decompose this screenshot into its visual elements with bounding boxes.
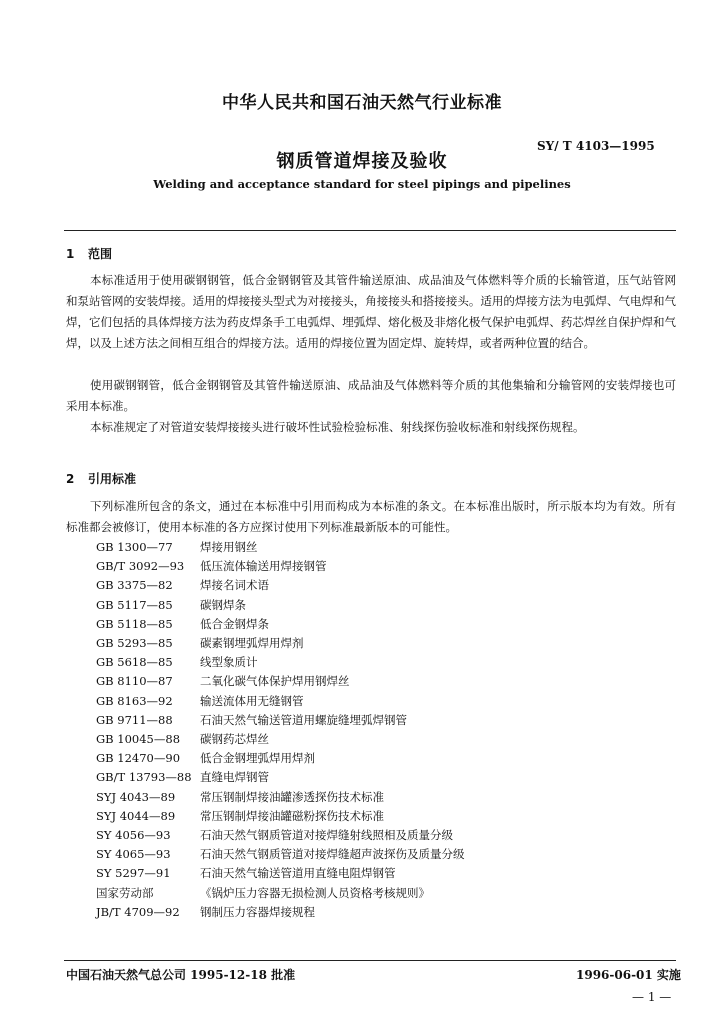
reference-item [96,557,465,576]
reference-code: GB 10045—88 [96,732,181,747]
reference-item [96,653,465,672]
reference-title: 碳素钢埋弧焊用焊剂 [200,636,304,651]
section-2-title: 引用标准 [88,472,137,486]
section-1-paragraph: 本标准适用于使用碳钢钢管，低合金钢钢管及其管件输送原油、成品油及气体燃料等介质的长输管道，压气站管网和泵站管网的安装焊接。适用的焊接接头型式为对接接头，角接接头和搭接接头。适用的焊接方法为电弧焊、气电焊和气焊，它们包括的具体焊接方法为药皮焊条手工电弧焊、埋弧焊、熔化极及非熔化极气保护电弧焊、药芯焊丝自保护焊和气焊，以及上述方法之间相互组合的焊接方法。适用的焊接位置为固定焊、旋转焊，或者两种位置的结合。 [66,273,676,350]
reference-item [96,788,465,807]
reference-title: 焊接名词术语 [200,578,269,593]
reference-code: GB 8163—92 [96,693,173,708]
reference-title: 输送流体用无缝钢管 [200,693,304,708]
reference-title: 常压钢制焊接油罐渗透探伤技术标准 [200,789,384,804]
reference-title: 石油天然气钢质管道对接焊缝超声波探伤及质量分级 [200,847,465,862]
reference-title: 常压钢制焊接油罐磁粉探伤技术标准 [200,808,384,823]
reference-item [96,903,465,922]
reference-item [96,826,465,845]
reference-item [96,692,465,711]
reference-title: 低合金钢埋弧焊用焊剂 [200,751,315,766]
reference-list [96,538,465,922]
section-1-paragraph: 使用碳钢钢管，低合金钢钢管及其管件输送原油、成品油及气体燃料等介质的其他集输和分输管网的安装焊接也可采用本标准。 [66,378,676,413]
reference-item [96,768,465,787]
section-1-number: 1 [66,247,75,261]
reference-item [96,634,465,653]
reference-title: 石油天然气钢质管道对接焊缝射线照相及质量分级 [200,828,453,843]
reference-code: GB 8110—87 [96,674,173,689]
reference-title: 《锅炉压力容器无损检测人员资格考核规则》 [200,885,430,900]
reference-title: 碳钢药芯焊丝 [200,732,269,747]
reference-code: 国家劳动部 [96,885,154,900]
reference-code: SYJ 4044—89 [96,808,176,823]
reference-code: GB 5117—85 [96,597,173,612]
reference-item [96,864,465,883]
reference-title: 二氧化碳气体保护焊用钢焊丝 [200,674,350,689]
reference-title: 焊接用钢丝 [200,540,258,554]
reference-code: GB 5618—85 [96,655,173,670]
header-divider [64,230,676,231]
section-1-paragraph: 本标准规定了对管道安装焊接接头进行破坏性试验检验标准、射线探伤验收标准和射线探伤规程。 [90,420,585,434]
reference-item [96,845,465,864]
reference-title: 低压流体输送用焊接钢管 [200,559,327,574]
reference-title: 碳钢焊条 [200,597,246,612]
reference-title: 线型象质计 [200,655,258,670]
standard-code: SY/ T 4103—1995 [537,139,655,153]
reference-code: GB 5293—85 [96,636,173,651]
page-number-value: 1 [647,990,656,1004]
reference-code: JB/T 4709—92 [96,904,180,919]
reference-code: GB 9711—88 [96,712,173,727]
reference-code: GB 5118—85 [96,616,173,631]
reference-code: SY 4056—93 [96,828,171,843]
reference-title: 钢制压力容器焊接规程 [200,904,315,919]
document-title-cn: 钢质管道焊接及验收 [276,151,448,172]
page-number: — 1 — [632,990,672,1004]
section-2-intro: 下列标准所包含的条文，通过在本标准中引用而构成为本标准的条文。在本标准出版时，所示版本均为有效。所有标准都会被修订，使用本标准的各方应探讨使用下列标准最新版本的可能性。 [66,499,676,534]
reference-code: GB/T 13793—88 [96,770,192,785]
reference-title: 石油天然气输送管道用直缝电阻焊钢管 [200,866,396,881]
document-title-en: Welding and acceptance standard for steel pipings and pipelines [153,177,571,191]
reference-code: GB 12470—90 [96,751,181,766]
footer-divider [64,960,676,961]
reference-code: GB 3375—82 [96,578,173,593]
reference-code: SYJ 4043—89 [96,789,176,804]
issuing-organization: 中华人民共和国石油天然气行业标准 [222,93,502,113]
section-2-heading [66,470,136,487]
reference-item [96,538,465,557]
reference-item [96,672,465,691]
reference-item [96,711,465,730]
approval-date: 中国石油天然气总公司 1995-12-18 批准 [66,968,296,982]
reference-item [96,807,465,826]
reference-item [96,596,465,615]
reference-code: GB 1300—77 [96,540,173,554]
effective-date: 1996-06-01 实施 [576,968,681,982]
reference-item [96,615,465,634]
reference-item [96,884,465,903]
reference-title: 石油天然气输送管道用螺旋缝埋弧焊钢管 [200,712,407,727]
reference-item [96,730,465,749]
reference-title: 直缝电焊钢管 [200,770,269,785]
section-1-title: 范围 [88,247,113,261]
reference-code: SY 4065—93 [96,847,171,862]
reference-code: GB/T 3092—93 [96,559,185,574]
reference-item [96,576,465,595]
reference-item [96,749,465,768]
section-2-number: 2 [66,472,75,486]
reference-title: 低合金钢焊条 [200,616,269,631]
section-1-heading [66,245,112,262]
reference-code: SY 5297—91 [96,866,171,881]
